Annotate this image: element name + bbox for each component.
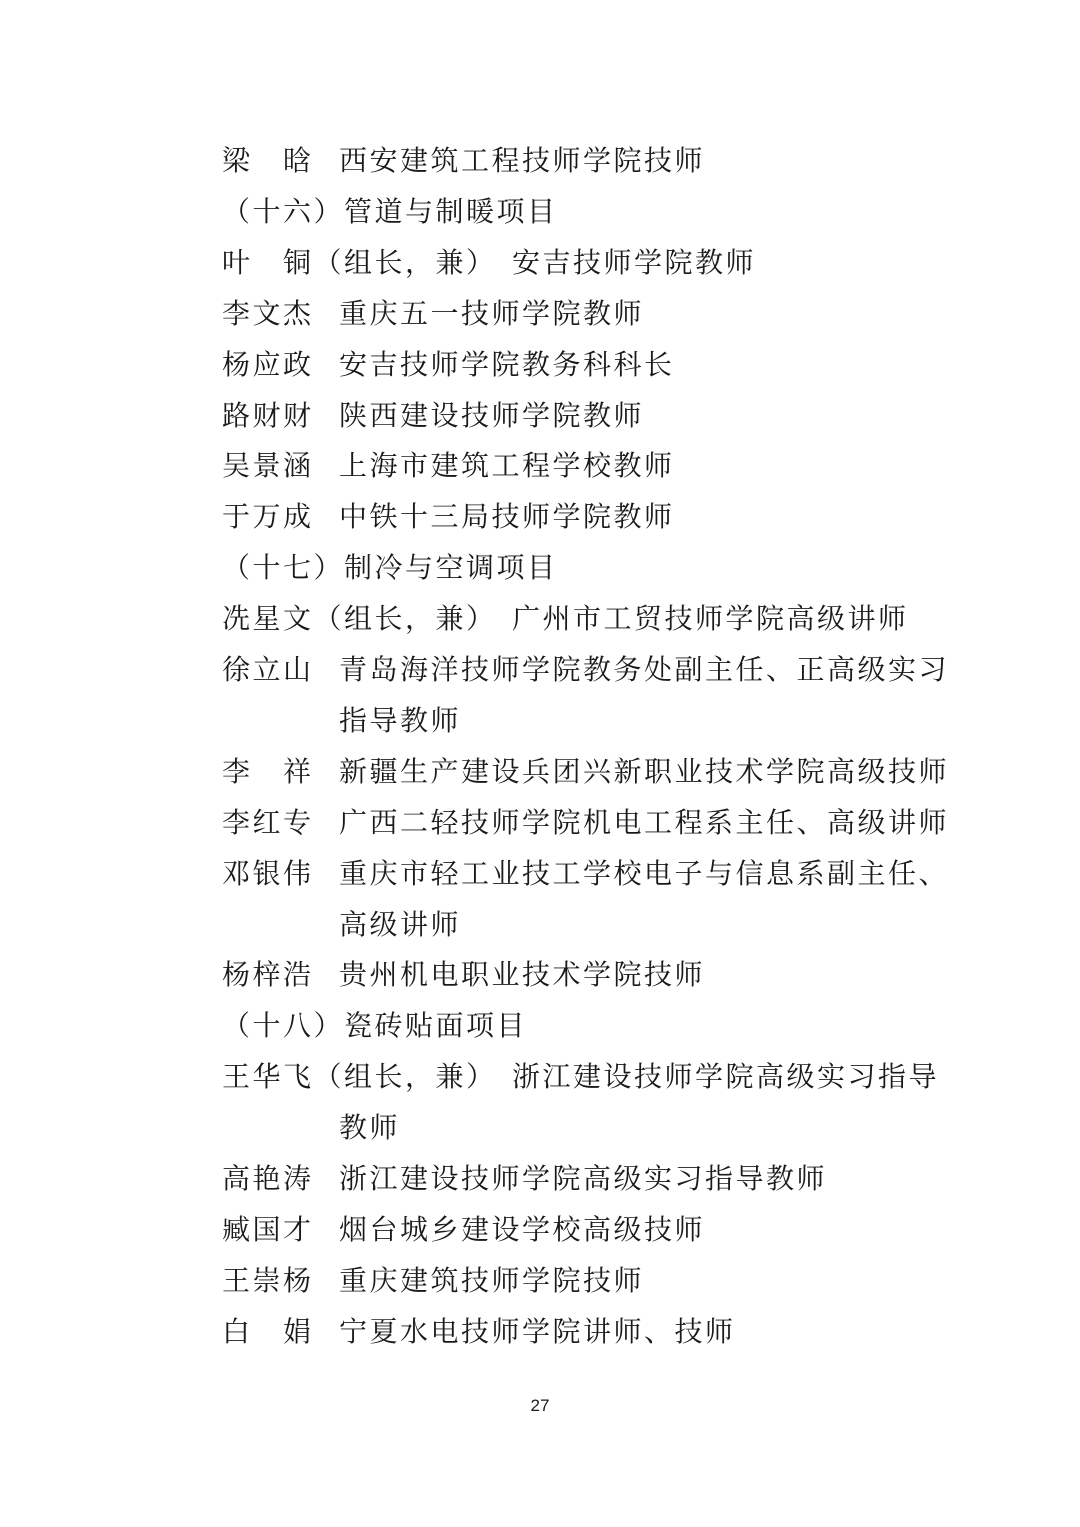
member-description: 广西二轻技师学院机电工程系主任、高级讲师 — [339, 806, 950, 839]
member-name: 王崇杨 — [222, 1264, 314, 1297]
member-description: 重庆建筑技师学院技师 — [339, 1264, 645, 1297]
member-description: 安吉技师学院教师 — [512, 246, 757, 279]
member-description: 西安建筑工程技师学院技师 — [339, 144, 706, 177]
member-name: 杨应政 — [222, 348, 314, 381]
member-description: 宁夏水电技师学院讲师、技师 — [339, 1315, 736, 1348]
member-name: 王华飞（组长，兼） — [222, 1060, 497, 1093]
member-description: 教师 — [339, 1111, 401, 1144]
member-name: 叶 铜（组长，兼） — [222, 246, 497, 279]
section-heading: （十六）管道与制暖项目 — [222, 195, 558, 228]
member-name: 路财财 — [222, 399, 314, 432]
member-description: 指导教师 — [339, 704, 462, 737]
section-heading: （十七）制冷与空调项目 — [222, 551, 558, 584]
member-name: 徐立山 — [222, 653, 314, 686]
member-description: 烟台城乡建设学校高级技师 — [339, 1213, 706, 1246]
member-name: 吴景涵 — [222, 449, 314, 482]
member-name: 臧国才 — [222, 1213, 314, 1246]
member-name: 梁 晗 — [222, 144, 314, 177]
member-description: 高级讲师 — [339, 908, 462, 941]
member-description: 中铁十三局技师学院教师 — [339, 500, 675, 533]
member-description: 贵州机电职业技术学院技师 — [339, 958, 706, 991]
member-description: 上海市建筑工程学校教师 — [339, 449, 675, 482]
member-description: 青岛海洋技师学院教务处副主任、正高级实习 — [339, 653, 950, 686]
member-name: 高艳涛 — [222, 1162, 314, 1195]
member-name: 邓银伟 — [222, 857, 314, 890]
member-description: 浙江建设技师学院高级实习指导教师 — [339, 1162, 828, 1195]
member-name: 李文杰 — [222, 297, 314, 330]
member-description: 广州市工贸技师学院高级讲师 — [512, 602, 909, 635]
member-name: 白 娟 — [222, 1315, 314, 1348]
member-name: 李 祥 — [222, 755, 314, 788]
page-number: 27 — [530, 1396, 550, 1415]
member-name: 李红专 — [222, 806, 314, 839]
member-description: 重庆市轻工业技工学校电子与信息系副主任、 — [339, 857, 950, 890]
section-heading: （十八）瓷砖贴面项目 — [222, 1009, 528, 1042]
member-description: 浙江建设技师学院高级实习指导 — [512, 1060, 940, 1093]
member-name: 于万成 — [222, 500, 314, 533]
member-name: 冼星文（组长，兼） — [222, 602, 497, 635]
member-name: 杨梓浩 — [222, 958, 314, 991]
member-description: 安吉技师学院教务科科长 — [339, 348, 675, 381]
member-description: 新疆生产建设兵团兴新职业技术学院高级技师 — [339, 755, 950, 788]
member-description: 重庆五一技师学院教师 — [339, 297, 645, 330]
member-description: 陕西建设技师学院教师 — [339, 399, 645, 432]
